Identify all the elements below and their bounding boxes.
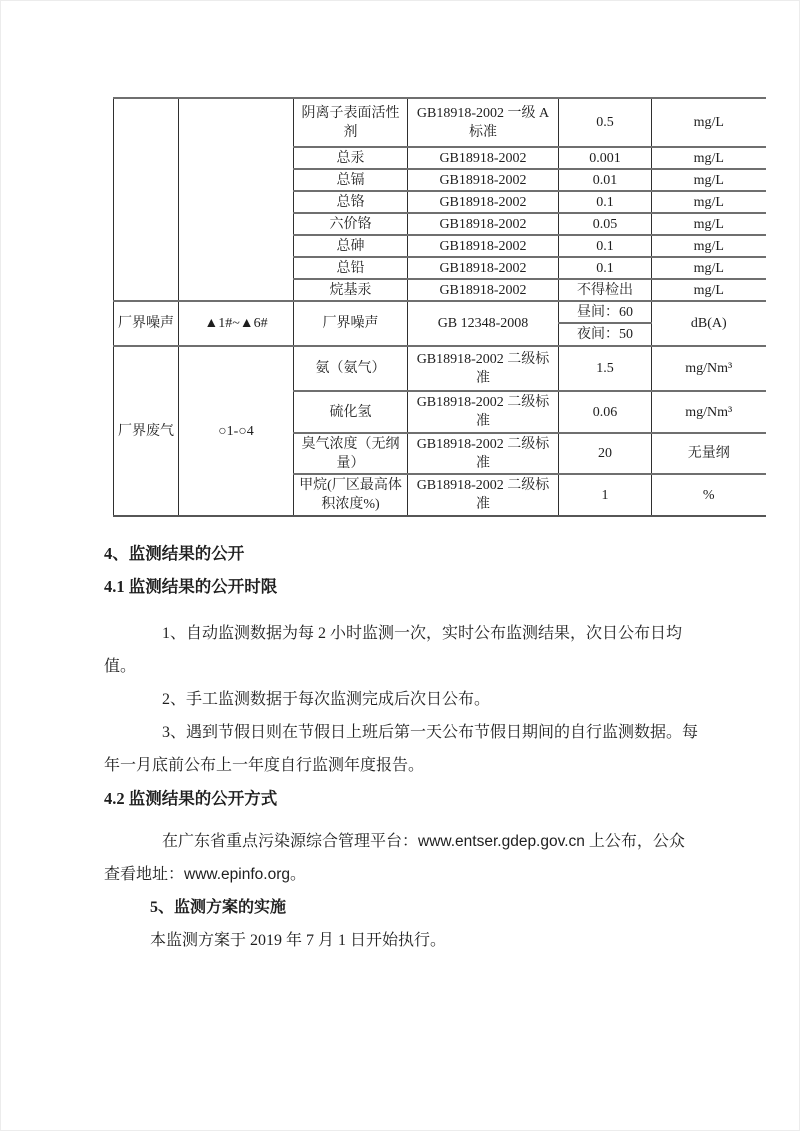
cell-category: 厂界废气 xyxy=(114,346,179,516)
platform-url: www.entser.gdep.gov.cn xyxy=(418,833,585,850)
platform-text-end: 。 xyxy=(290,866,307,883)
cell-standard: GB 12348-2008 xyxy=(408,301,559,346)
cell-category: 厂界噪声 xyxy=(114,301,179,346)
cell-limit: 0.5 xyxy=(559,98,652,147)
section-heading-4-2: 4.2 监测结果的公开方式 xyxy=(104,789,278,808)
cell-limit: 0.01 xyxy=(559,169,652,191)
cell-limit: 0.001 xyxy=(559,147,652,169)
section-heading-4-1: 4.1 监测结果的公开时限 xyxy=(104,577,278,596)
public-view-url: www.epinfo.org xyxy=(184,866,290,883)
cell-standard: GB18918-2002 xyxy=(408,191,559,213)
cell-standard: GB18918-2002 xyxy=(408,169,559,191)
cell-item: 总铬 xyxy=(294,191,408,213)
cell-points: ○1-○4 xyxy=(179,346,294,516)
cell-standard: GB18918-2002 xyxy=(408,213,559,235)
cell-limit: 1.5 xyxy=(559,346,652,391)
paragraph-holiday-publishing: 3、遇到节假日则在节假日上班后第一天公布节假日期间的自行监测数据。每年一月底前公布上一年度自行监测年度报告。 xyxy=(104,724,699,774)
cell-unit: mg/Nm³ xyxy=(652,346,766,391)
cell-item: 烷基汞 xyxy=(294,279,408,301)
cell-unit: dB(A) xyxy=(652,301,766,346)
cell-item: 总砷 xyxy=(294,235,408,257)
cell-points: ▲1#~▲6# xyxy=(179,301,294,346)
cell-item: 总汞 xyxy=(294,147,408,169)
cell-unit: mg/L xyxy=(652,98,766,147)
cell-standard: GB18918-2002 xyxy=(408,257,559,279)
section-heading-4: 4、监测结果的公开 xyxy=(104,544,245,563)
cell-unit: mg/L xyxy=(652,169,766,191)
platform-text-pre: 在广东省重点污染源综合管理平台： xyxy=(162,833,419,850)
cell-limit-night: 夜间：50 xyxy=(559,323,652,346)
cell-limit: 20 xyxy=(559,433,652,474)
cell-category-blank xyxy=(114,98,179,301)
paragraph-publish-platform xyxy=(104,825,700,891)
cell-standard: GB18918-2002 一级 A 标准 xyxy=(408,98,559,147)
cell-unit: mg/L xyxy=(652,257,766,279)
cell-item: 六价铬 xyxy=(294,213,408,235)
cell-points-blank xyxy=(179,98,294,301)
cell-unit: mg/L xyxy=(652,279,766,301)
table-row-noise xyxy=(114,301,766,323)
cell-item: 氨（氨气） xyxy=(294,346,408,391)
cell-standard: GB18918-2002 二级标准 xyxy=(408,474,559,516)
cell-standard: GB18918-2002 xyxy=(408,147,559,169)
body-text xyxy=(104,537,700,957)
cell-standard: GB18918-2002 二级标准 xyxy=(408,391,559,433)
table-row xyxy=(114,98,766,147)
cell-unit: % xyxy=(652,474,766,516)
cell-item: 甲烷(厂区最高体积浓度%) xyxy=(294,474,408,516)
cell-limit: 0.05 xyxy=(559,213,652,235)
cell-standard: GB18918-2002 xyxy=(408,279,559,301)
cell-unit: mg/L xyxy=(652,147,766,169)
cell-limit: 0.1 xyxy=(559,235,652,257)
paragraph-implementation-date: 本监测方案于 2019 年 7 月 1 日开始执行。 xyxy=(150,932,447,949)
cell-unit: mg/L xyxy=(652,235,766,257)
cell-limit: 0.06 xyxy=(559,391,652,433)
cell-item: 总镉 xyxy=(294,169,408,191)
cell-item: 阴离子表面活性剂 xyxy=(294,98,408,147)
cell-unit: mg/L xyxy=(652,191,766,213)
cell-limit-day: 昼间：60 xyxy=(559,301,652,323)
paragraph-manual-monitoring: 2、手工监测数据于每次监测完成后次日公布。 xyxy=(162,691,491,708)
cell-item: 硫化氢 xyxy=(294,391,408,433)
cell-limit: 0.1 xyxy=(559,191,652,213)
cell-standard: GB18918-2002 二级标准 xyxy=(408,346,559,391)
platform-text-mid: 上公布，公众查看地址： xyxy=(104,833,685,883)
cell-unit: mg/Nm³ xyxy=(652,391,766,433)
cell-limit: 0.1 xyxy=(559,257,652,279)
cell-unit: mg/L xyxy=(652,213,766,235)
paragraph-auto-monitoring: 1、自动监测数据为每 2 小时监测一次，实时公布监测结果，次日公布日均值。 xyxy=(104,625,683,675)
table-row-gas xyxy=(114,346,766,391)
cell-item: 臭气浓度（无纲量） xyxy=(294,433,408,474)
cell-standard: GB18918-2002 xyxy=(408,235,559,257)
cell-limit: 1 xyxy=(559,474,652,516)
cell-item: 厂界噪声 xyxy=(294,301,408,346)
section-heading-5: 5、监测方案的实施 xyxy=(150,899,287,916)
cell-item: 总铅 xyxy=(294,257,408,279)
cell-limit: 不得检出 xyxy=(559,279,652,301)
cell-unit: 无量纲 xyxy=(652,433,766,474)
cell-standard: GB18918-2002 二级标准 xyxy=(408,433,559,474)
monitoring-standards-table xyxy=(113,97,766,517)
